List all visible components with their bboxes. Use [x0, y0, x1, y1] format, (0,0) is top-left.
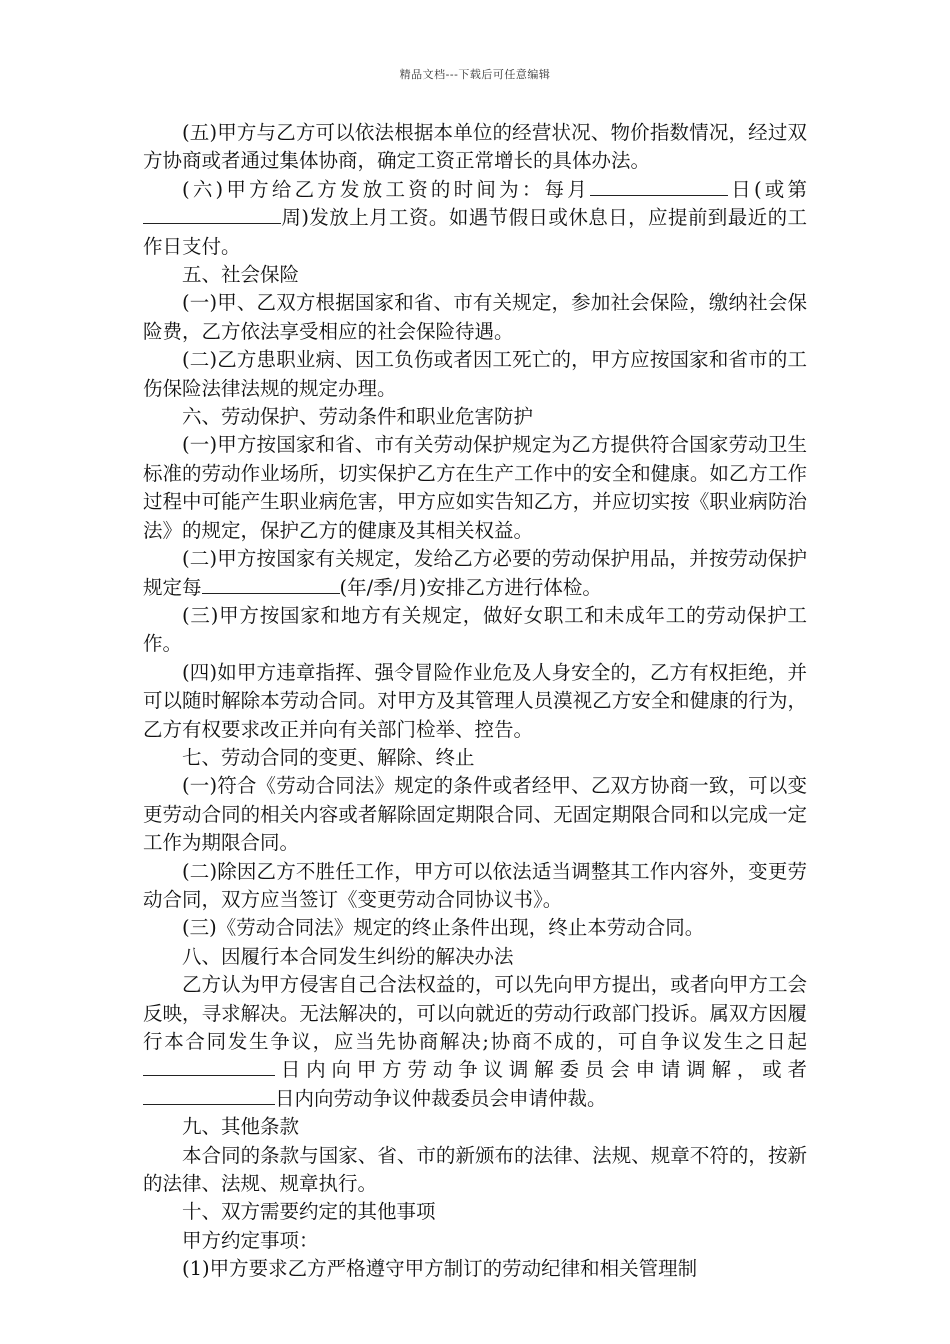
page-header: 精品文档---下载后可任意编辑: [399, 68, 551, 81]
paragraph-dispute: [143, 971, 807, 1113]
section-heading-agreed-matters: 十、双方需要约定的其他事项: [182, 1200, 436, 1224]
paragraph-change-1: (一)符合《劳动合同法》规定的条件或者经甲、乙双方协商一致，可以变更劳动合同的相关内容或者解除固定期限合同、无固定期限合同和以完成一定工作为期限合同。: [143, 774, 807, 855]
paragraph-protection-4: (四)如甲方违章指挥、强令冒险作业危及人身安全的，乙方有权拒绝，并可以随时解除本劳动合同。对甲方及其管理人员漠视乙方安全和健康的行为，乙方有权要求改正并向有关部门检举、控告。: [143, 660, 807, 741]
paragraph-insurance-2: (二)乙方患职业病、因工负伤或者因工死亡的，甲方应按国家和省市的工伤保险法律法规的规定办理。: [143, 348, 807, 400]
blank-arbitration-days-field[interactable]: [143, 1086, 275, 1105]
section-heading-dispute: 八、因履行本合同发生纠纷的解决办法: [182, 944, 514, 968]
blank-week-field[interactable]: [143, 205, 281, 224]
paragraph-protection-1: (一)甲方按国家和省、市有关劳动保护规定为乙方提供符合国家劳动卫生标准的劳动作业场所，切实保护乙方在生产工作中的安全和健康。如乙方工作过程中可能产生职业病危害，甲方应如实告知乙方，并应切实按《职业病防治法》的规定，保护乙方的健康及其相关权益。: [143, 433, 807, 542]
paragraph-text: 日内向劳动争议仲裁委员会申请仲裁。: [275, 1086, 607, 1110]
paragraph-other-terms: 本合同的条款与国家、省、市的新颁布的法律、法规、规章不符的，按新的法律、法规、规章执行。: [143, 1143, 807, 1196]
paragraph-change-3: (三)《劳动合同法》规定的终止条件出现，终止本劳动合同。: [182, 916, 705, 940]
paragraph-protection-2: [143, 545, 807, 602]
document-body: [143, 119, 807, 1284]
section-heading-contract-change: 七、劳动合同的变更、解除、终止: [182, 745, 475, 769]
paragraph-party-a-item-1: (1)甲方要求乙方严格遵守甲方制订的劳动纪律和相关管理制: [182, 1257, 698, 1281]
section-heading-other-terms: 九、其他条款: [182, 1115, 300, 1139]
paragraph-text: 日内向甲方劳动争议调解委员会申请调解，或者: [275, 1058, 807, 1082]
paragraph-text: 周)发放上月工资。如遇节假日或休息日，应提前到最近的工作日支付。: [143, 206, 807, 258]
paragraph-pay-date: [143, 176, 807, 261]
section-heading-labor-protection: 六、劳动保护、劳动条件和职业危害防护: [182, 405, 534, 429]
paragraph-party-a-matters: 甲方约定事项：: [182, 1228, 319, 1252]
paragraph-text: 日(或第: [728, 177, 808, 201]
paragraph-text: (二)甲方按国家有关规定，发给乙方必要的劳动保护用品，并按劳动保护规定每: [143, 547, 807, 599]
paragraph-protection-3: (三)甲方按国家和地方有关规定，做好女职工和未成年工的劳动保护工作。: [143, 603, 807, 656]
paragraph-text: (六)甲方给乙方发放工资的时间为：每月: [182, 177, 590, 201]
blank-checkup-period-field[interactable]: [202, 575, 340, 594]
paragraph-text: (年/季/月)安排乙方进行体检。: [339, 575, 602, 599]
paragraph-insurance-1: (一)甲、乙双方根据国家和省、市有关规定，参加社会保险，缴纳社会保险费，乙方依法享受相应的社会保险待遇。: [143, 291, 807, 343]
paragraph-wage-growth: (五)甲方与乙方可以依法根据本单位的经营状况、物价指数情况，经过双方协商或者通过集体协商，确定工资正常增长的具体办法。: [143, 121, 807, 173]
blank-day-field[interactable]: [590, 177, 728, 196]
paragraph-text: 乙方认为甲方侵害自己合法权益的，可以先向甲方提出，或者向甲方工会反映，寻求解决。无法解决的，可以向就近的劳动行政部门投诉。属双方因履行本合同发生争议，应当先协商解决;协商不成的，可自争议发生之日起: [143, 973, 807, 1053]
section-heading-social-insurance: 五、社会保险: [182, 263, 300, 287]
paragraph-change-2: (二)除因乙方不胜任工作，甲方可以依法适当调整其工作内容外，变更劳动合同，双方应当签订《变更劳动合同协议书》。: [143, 859, 807, 911]
blank-mediation-days-field[interactable]: [143, 1057, 275, 1076]
